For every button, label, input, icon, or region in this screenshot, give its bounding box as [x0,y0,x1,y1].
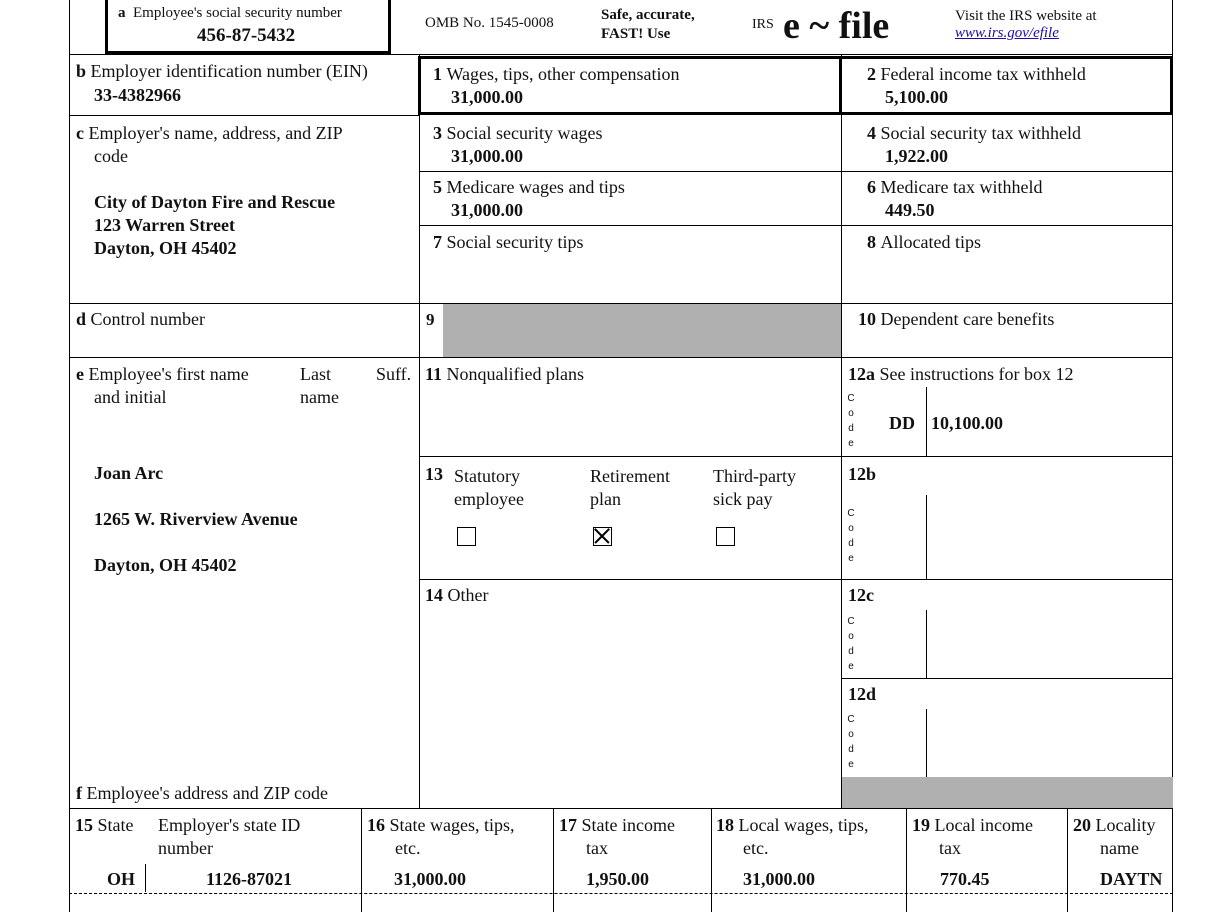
left-middle-separator [419,54,420,808]
box-5-value: 31,000.00 [451,200,523,220]
locality-value: DAYTN [1100,869,1163,889]
ein-value: 33-4382966 [94,85,181,105]
state-col-sep-18 [711,808,712,912]
employer-street: 123 Warren Street [94,215,235,235]
box-4-value: 1,922.00 [885,146,948,166]
divider-13-14 [419,579,1173,580]
local-wages-value: 31,000.00 [743,869,815,889]
efile-logo: e ~ file [783,5,890,47]
box-e-label-line2: and initial [94,387,167,407]
state-col-sep-20 [1067,808,1068,912]
box-12c-label: 12c [848,585,874,605]
box-15-label: 15 State [75,815,134,835]
box-12c-code-caption: C o d e [847,616,855,672]
box-c-label-line2: code [94,146,128,166]
box-d-label: d Control number [76,309,206,329]
box-10-label: 10 Dependent care benefits [858,309,1055,329]
ssn-value: 456-87-5432 [197,25,296,46]
box-14-label: 14 Other [425,585,489,605]
box-3-value: 31,000.00 [451,146,523,166]
divider-d-e [69,357,1173,358]
divider-5-7 [419,225,1173,226]
retirement-plan-label: Retirement plan [590,466,670,509]
box-17-label: 17 State income tax [559,815,675,858]
omb-number: OMB No. 1545-0008 [425,15,554,31]
box-1-value: 31,000.00 [451,87,523,107]
box-12a-amount: 10,100.00 [931,413,1003,433]
middle-right-separator [841,54,842,808]
box-2-value: 5,100.00 [885,87,948,107]
box-12d-label: 12d [848,684,877,704]
box-19-label: 19 Local income tax [912,815,1033,858]
employee-name: Joan Arc [94,463,164,483]
divider-11-13 [419,456,1173,457]
irs-text: IRS [752,17,774,32]
box-18-label: 18 Local wages, tips, etc. [716,815,869,858]
box-12d-shaded [842,777,1173,808]
state-col-sep-17 [553,808,554,912]
state-code: OH [107,869,136,889]
box-5-label: 5 Medicare wages and tips [433,177,625,197]
box-12b-code-caption: C o d e [847,508,855,564]
form-left-border [69,0,70,912]
box-12a-code: DD [889,413,915,433]
box-9-label: 9 [426,310,435,329]
box-12d-code-caption: C o d e [847,714,855,770]
employee-city: Dayton, OH 45402 [94,555,237,575]
box-15-state-id-label: Employer's state ID number [158,815,301,858]
divider-12c-12d [841,678,1173,679]
box-12b-label: 12b [848,464,877,484]
box-12b-code-divider [926,495,927,579]
state-row-dashed-line [69,893,1173,894]
box-12a-code-caption: C o d e [847,393,855,449]
box-f-label: f Employee's address and ZIP code [76,783,329,803]
employer-address [94,191,335,260]
box-9-shaded [443,304,841,357]
divider-c-d [69,303,419,304]
state-col-sep-19 [906,808,907,912]
box-2-label: 2 Federal income tax withheld [867,64,1086,84]
box-6-value: 449.50 [885,200,935,220]
divider-b-c [69,115,419,116]
suffix-label: Suff. [376,364,412,384]
box-12a-code-divider [926,387,927,456]
box-c-label: c Employer's name, address, and ZIP [76,123,343,143]
local-tax-value: 770.45 [940,869,990,889]
third-party-sick-pay-label: Third-party sick pay [713,466,796,509]
box-13-number: 13 [425,464,443,484]
box-3-label: 3 Social security wages [433,123,603,143]
box-1-label: 1 Wages, tips, other compensation [433,64,680,84]
safe-accurate-text: Safe, accurate, FAST! Use [601,7,695,42]
retirement-plan-checkbox[interactable] [593,527,612,546]
statutory-employee-label: Statutory employee [454,466,524,509]
box-7-label: 7 Social security tips [433,232,584,252]
box-16-label: 16 State wages, tips, etc. [367,815,515,858]
visit-irs-text: Visit the IRS website at [955,8,1097,24]
box-12a-label: 12a See instructions for box 12 [848,364,1074,384]
box-12c-code-divider [926,610,927,678]
employer-city: Dayton, OH 45402 [94,238,237,258]
box-4-label: 4 Social security tax withheld [867,123,1081,143]
statutory-employee-checkbox[interactable] [457,527,476,546]
divider-state-section [69,808,1173,809]
last-name-label: Last name [300,364,339,407]
box-20-label: 20 Locality name [1073,815,1156,858]
state-tax-value: 1,950.00 [586,869,649,889]
third-party-sick-pay-checkbox[interactable] [716,527,735,546]
box-12d-code-divider [926,709,927,777]
box-8-label: 8 Allocated tips [867,232,981,252]
box-11-label: 11 Nonqualified plans [425,364,584,384]
state-wages-value: 31,000.00 [394,869,466,889]
state-id-value: 1126-87021 [206,869,293,889]
irs-efile-link[interactable]: www.irs.gov/efile [955,25,1059,41]
employee-street: 1265 W. Riverview Avenue [94,509,298,529]
box-e-label: e Employee's first name [76,364,249,384]
box-6-label: 6 Medicare tax withheld [867,177,1043,197]
divider-3-5 [419,171,1173,172]
box-b-label: b Employer identification number (EIN) [76,61,368,81]
state-code-divider [145,864,146,892]
header-divider [69,54,1173,55]
state-col-sep-16 [361,808,362,912]
employer-name: City of Dayton Fire and Rescue [94,192,336,212]
box-a-title: a Employee's social security number [118,5,342,21]
